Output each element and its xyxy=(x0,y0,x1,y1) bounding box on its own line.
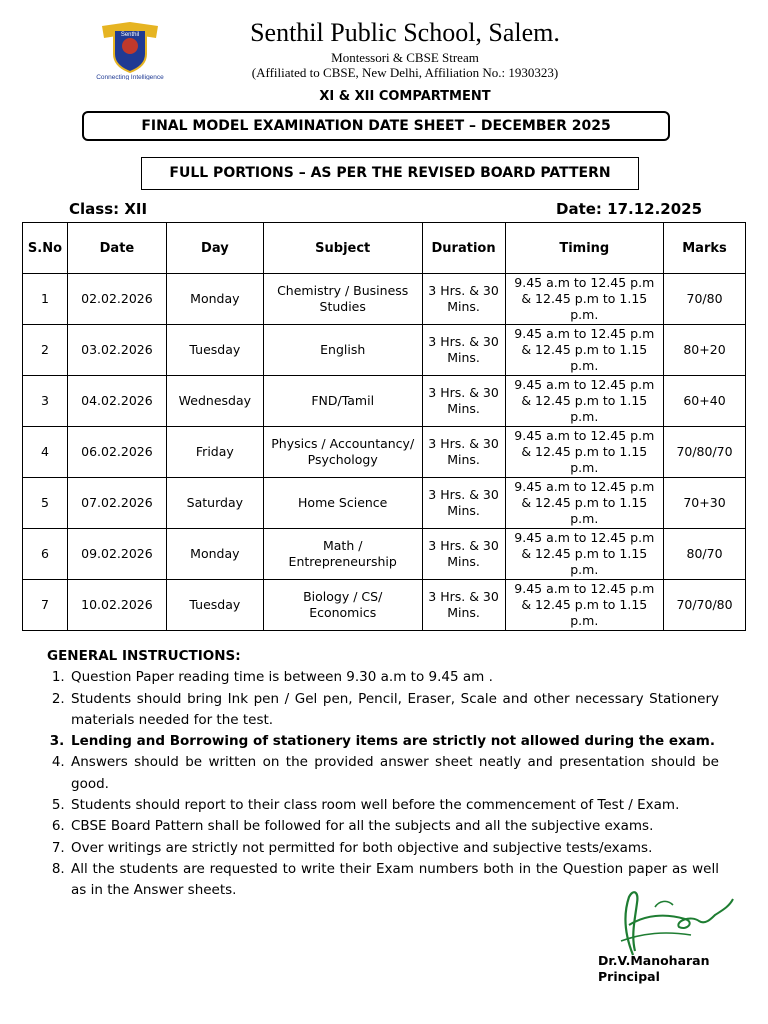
cell-day: Monday xyxy=(166,274,263,325)
instruction-item: 5. Students should report to their class room well before the commencement of Test / Exam. xyxy=(69,795,719,816)
instruction-item: 6. CBSE Board Pattern shall be followed for all the subjects and all the subjective exams. xyxy=(69,816,719,837)
header-day: Day xyxy=(166,223,263,274)
principal-signature xyxy=(595,885,735,960)
cell-duration: 3 Hrs. & 30 Mins. xyxy=(422,580,505,631)
cell-day: Friday xyxy=(166,427,263,478)
cell-marks: 60+40 xyxy=(664,376,746,427)
school-name: Senthil Public School, Salem. xyxy=(250,18,560,47)
table-row xyxy=(23,274,746,325)
signatory-name: Dr.V.Manoharan xyxy=(598,953,710,968)
header-sno: S.No xyxy=(23,223,68,274)
cell-subject: Chemistry / Business Studies xyxy=(263,274,422,325)
header-duration: Duration xyxy=(422,223,505,274)
school-affiliation: (Affiliated to CBSE, New Delhi, Affiliation No.: 1930323) xyxy=(251,65,559,80)
compartment-heading: XI & XII COMPARTMENT xyxy=(319,89,491,104)
cell-day: Tuesday xyxy=(166,580,263,631)
instructions-list xyxy=(47,667,719,901)
signatory-block xyxy=(598,953,710,985)
cell-subject: Biology / CS/ Economics xyxy=(263,580,422,631)
cell-date: 06.02.2026 xyxy=(67,427,166,478)
table-row xyxy=(23,478,746,529)
cell-date: 04.02.2026 xyxy=(67,376,166,427)
cell-marks: 70/70/80 xyxy=(664,580,746,631)
table-row xyxy=(23,580,746,631)
cell-sno: 5 xyxy=(23,478,68,529)
school-logo xyxy=(90,18,170,80)
exam-schedule-table xyxy=(22,222,746,631)
cell-timing: 9.45 a.m to 12.45 p.m & 12.45 p.m to 1.15 p.m. xyxy=(505,325,664,376)
table-row xyxy=(23,376,746,427)
cell-date: 03.02.2026 xyxy=(67,325,166,376)
table-row xyxy=(23,427,746,478)
instruction-item: 3. Lending and Borrowing of stationery items are strictly not allowed during the exam. xyxy=(69,731,719,752)
cell-marks: 70/80 xyxy=(664,274,746,325)
instruction-item: 2. Students should bring Ink pen / Gel pen, Pencil, Eraser, Scale and other necessary Stationery materials needed for the test. xyxy=(69,689,719,732)
instructions-title: GENERAL INSTRUCTIONS: xyxy=(47,648,241,664)
cell-duration: 3 Hrs. & 30 Mins. xyxy=(422,325,505,376)
signatory-title: Principal xyxy=(598,969,660,984)
cell-marks: 80/70 xyxy=(664,529,746,580)
exam-title: FINAL MODEL EXAMINATION DATE SHEET – DECEMBER 2025 xyxy=(82,111,670,141)
cell-duration: 3 Hrs. & 30 Mins. xyxy=(422,529,505,580)
cell-timing: 9.45 a.m to 12.45 p.m & 12.45 p.m to 1.15 p.m. xyxy=(505,478,664,529)
cell-timing: 9.45 a.m to 12.45 p.m & 12.45 p.m to 1.15 p.m. xyxy=(505,427,664,478)
header-marks: Marks xyxy=(664,223,746,274)
cell-subject: Math / Entrepreneurship xyxy=(263,529,422,580)
cell-day: Tuesday xyxy=(166,325,263,376)
cell-duration: 3 Hrs. & 30 Mins. xyxy=(422,427,505,478)
cell-sno: 7 xyxy=(23,580,68,631)
cell-date: 07.02.2026 xyxy=(67,478,166,529)
header-date: Date xyxy=(67,223,166,274)
instruction-item: 8. All the students are requested to write their Exam numbers both in the Question paper as well as in the Answer sheets. xyxy=(69,859,719,902)
cell-subject: FND/Tamil xyxy=(263,376,422,427)
cell-sno: 2 xyxy=(23,325,68,376)
cell-marks: 70/80/70 xyxy=(664,427,746,478)
cell-duration: 3 Hrs. & 30 Mins. xyxy=(422,274,505,325)
cell-marks: 70+30 xyxy=(664,478,746,529)
cell-sno: 6 xyxy=(23,529,68,580)
cell-duration: 3 Hrs. & 30 Mins. xyxy=(422,376,505,427)
portions-note: FULL PORTIONS – AS PER THE REVISED BOARD PATTERN xyxy=(141,157,639,190)
cell-sno: 1 xyxy=(23,274,68,325)
cell-date: 02.02.2026 xyxy=(67,274,166,325)
cell-timing: 9.45 a.m to 12.45 p.m & 12.45 p.m to 1.15 p.m. xyxy=(505,376,664,427)
instruction-item: 7. Over writings are strictly not permitted for both objective and subjective tests/exams. xyxy=(69,838,719,859)
cell-day: Wednesday xyxy=(166,376,263,427)
cell-day: Monday xyxy=(166,529,263,580)
table-row xyxy=(23,325,746,376)
date-label: Date: 17.12.2025 xyxy=(556,200,703,218)
instruction-item: 1. Question Paper reading time is between 9.30 a.m to 9.45 am . xyxy=(69,667,719,688)
cell-sno: 4 xyxy=(23,427,68,478)
class-label: Class: XII xyxy=(69,200,148,218)
cell-timing: 9.45 a.m to 12.45 p.m & 12.45 p.m to 1.15 p.m. xyxy=(505,274,664,325)
cell-sno: 3 xyxy=(23,376,68,427)
cell-duration: 3 Hrs. & 30 Mins. xyxy=(422,478,505,529)
cell-marks: 80+20 xyxy=(664,325,746,376)
logo-text: Senthil xyxy=(120,32,140,38)
table-row xyxy=(23,529,746,580)
general-instructions xyxy=(47,646,719,902)
logo-tagline: Connecting Intelligence xyxy=(96,74,164,80)
cell-timing: 9.45 a.m to 12.45 p.m & 12.45 p.m to 1.15 p.m. xyxy=(505,580,664,631)
cell-date: 09.02.2026 xyxy=(67,529,166,580)
header-timing: Timing xyxy=(505,223,664,274)
table-header-row xyxy=(23,223,746,274)
cell-subject: Physics / Accountancy/ Psychology xyxy=(263,427,422,478)
cell-day: Saturday xyxy=(166,478,263,529)
school-stream: Montessori & CBSE Stream xyxy=(331,50,479,65)
header-subject: Subject xyxy=(263,223,422,274)
cell-date: 10.02.2026 xyxy=(67,580,166,631)
cell-subject: Home Science xyxy=(263,478,422,529)
instruction-item: 4. Answers should be written on the provided answer sheet neatly and presentation should be good. xyxy=(69,752,719,795)
cell-subject: English xyxy=(263,325,422,376)
cell-timing: 9.45 a.m to 12.45 p.m & 12.45 p.m to 1.15 p.m. xyxy=(505,529,664,580)
